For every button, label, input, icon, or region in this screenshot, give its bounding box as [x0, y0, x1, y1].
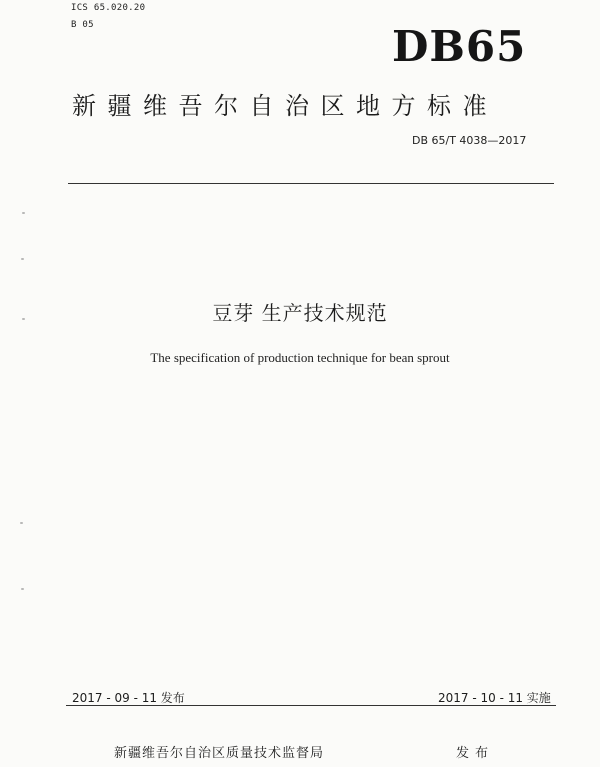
top-divider: [68, 183, 554, 184]
ics-code: ICS 65.020.20: [71, 3, 146, 13]
implementation-date: 2017 - 10 - 11 实施: [438, 691, 551, 705]
issue-date: 2017 - 09 - 11 发布: [72, 691, 185, 705]
standard-type-heading: 新疆维吾尔自治区地方标准: [72, 92, 498, 120]
db-logo: DB65: [392, 22, 527, 71]
scan-speck: [21, 258, 24, 260]
publisher-name: 新疆维吾尔自治区质量技术监督局: [114, 746, 325, 761]
document-title-chinese: 豆芽 生产技术规范: [212, 301, 388, 325]
standard-number: DB 65/T 4038—2017: [412, 134, 527, 147]
bottom-divider: [66, 705, 556, 706]
scan-speck: [21, 588, 24, 590]
ccs-code: B 05: [71, 20, 94, 30]
scan-speck: [20, 522, 23, 524]
document-title-english: The specification of production technique for bean sprout: [150, 350, 450, 365]
scan-speck: [22, 318, 25, 320]
publish-label: 发布: [456, 746, 495, 761]
scan-speck: [22, 212, 25, 214]
